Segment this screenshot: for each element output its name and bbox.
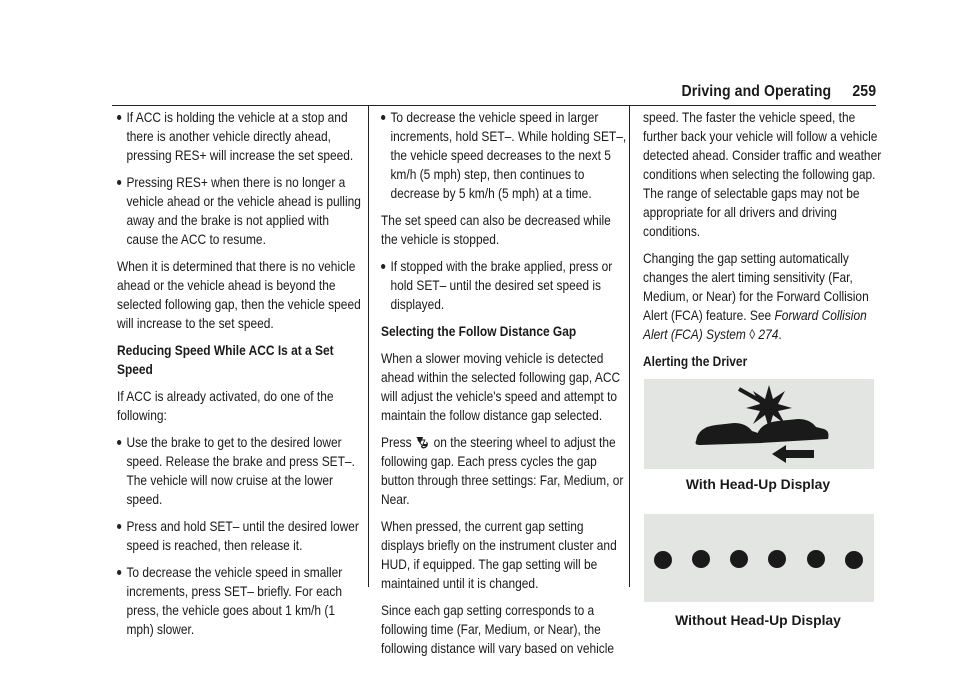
subheading: Alerting the Driver (643, 353, 748, 369)
paragraph-text: . (778, 326, 782, 342)
paragraph-text: Press (381, 434, 412, 450)
figure-caption: Without Head-Up Display (675, 612, 841, 628)
page-number: 259 (852, 83, 876, 100)
paragraph: speed. The faster the vehicle speed, the further back your vehicle will follow a vehicle detected ahead. Consider traffic and weather conditions when selecting the following gap. The range of selectable gaps may not be appropriate for all drivers and driving conditions. (643, 109, 882, 239)
list-item-text: Pressing RES+ when there is no longer a vehicle ahead or the vehicle ahead is pulling away and the brake is not applied with cause the ACC to resume. (126, 174, 361, 247)
column-right (643, 108, 889, 630)
paragraph (381, 433, 627, 509)
list-item (117, 433, 363, 509)
bullet-dot-icon (117, 115, 121, 120)
paragraph-text: Changing the gap setting automatically changes the alert timing sensitivity (Far, Medium, or Near) for the Forward Collision Alert (FCA) feature. See (643, 250, 869, 323)
column-middle (381, 108, 627, 666)
list-item (117, 173, 363, 249)
column-divider (368, 106, 369, 587)
list-item (117, 108, 363, 165)
paragraph: When a slower moving vehicle is detected ahead within the selected following gap, ACC will adjust the vehicle's speed and attempt to maintain the follow distance gap selected. (381, 350, 621, 423)
bullet-dot-icon (117, 524, 121, 529)
red-lights-icon (644, 514, 874, 602)
paragraph: When pressed, the current gap setting displays briefly on the instrument cluster and HUD, if equipped. The gap setting will be maintained until it is changed. (381, 518, 617, 591)
list-item-text: To decrease the vehicle speed in larger increments, hold SET–. While holding SET–, the vehicle speed decreases to the next 5 km/h (5 mph) step, then continues to decrease by 5 km/h (5 mph) at a time. (390, 109, 627, 201)
list-item-text: To decrease the vehicle speed in smaller increments, press SET– briefly. For each press, the vehicle goes about 1 km/h (1 mph) slower. (126, 564, 343, 637)
subheading: Reducing Speed While ACC Is at a Set Speed (117, 342, 334, 377)
bullet-dot-icon (117, 570, 121, 575)
column-left (117, 108, 363, 647)
subheading: Selecting the Follow Distance Gap (381, 323, 577, 339)
header-rule (112, 105, 876, 106)
figure-hud-alert (644, 379, 874, 469)
paragraph: If ACC is already activated, do one of the following: (117, 388, 334, 423)
paragraph-text: on the steering wheel to adjust the following gap. Each press cycles the gap button through three settings: Far, Medium, or Near. (381, 434, 624, 507)
section-title: Driving and Operating (681, 83, 832, 100)
column-divider (629, 106, 630, 587)
figure-no-hud (644, 514, 874, 602)
reference-page[interactable]: 274 (758, 326, 779, 342)
collision-alert-icon (644, 379, 874, 469)
follow-gap-icon (416, 435, 430, 450)
cross-reference-link[interactable]: Forward Collision Alert (FCA) System (643, 307, 867, 342)
reference-arrow-icon: ◊ (749, 326, 756, 342)
list-item-text: Press and hold SET– until the desired lower speed is reached, then release it. (126, 518, 359, 553)
list-item-text: Use the brake to get to the desired lower speed. Release the brake and press SET–. The vehicle will now cruise at the lower speed. (126, 434, 355, 507)
list-item (117, 563, 363, 639)
bullet-dot-icon (117, 440, 121, 445)
paragraph (643, 249, 889, 344)
list-item (381, 108, 627, 203)
list-item-text: If ACC is holding the vehicle at a stop and there is another vehicle directly ahead, pressing RES+ will increase the set speed. (126, 109, 354, 163)
list-item-text: If stopped with the brake applied, press or hold SET– until the desired set speed is displayed. (390, 258, 613, 312)
paragraph: When it is determined that there is no vehicle ahead or the vehicle ahead is beyond the selected following gap, then the vehicle speed will increase to the set speed. (117, 258, 361, 331)
bullet-dot-icon (381, 264, 385, 269)
list-item (117, 517, 363, 555)
paragraph: The set speed can also be decreased while the vehicle is stopped. (381, 212, 611, 247)
paragraph: Since each gap setting corresponds to a following time (Far, Medium, or Near), the following distance will vary based on vehicle (381, 602, 615, 656)
list-item (381, 257, 627, 314)
figure-caption: With Head-Up Display (685, 476, 831, 492)
bullet-dot-icon (381, 115, 385, 120)
page-header (681, 83, 876, 101)
bullet-dot-icon (117, 180, 121, 185)
